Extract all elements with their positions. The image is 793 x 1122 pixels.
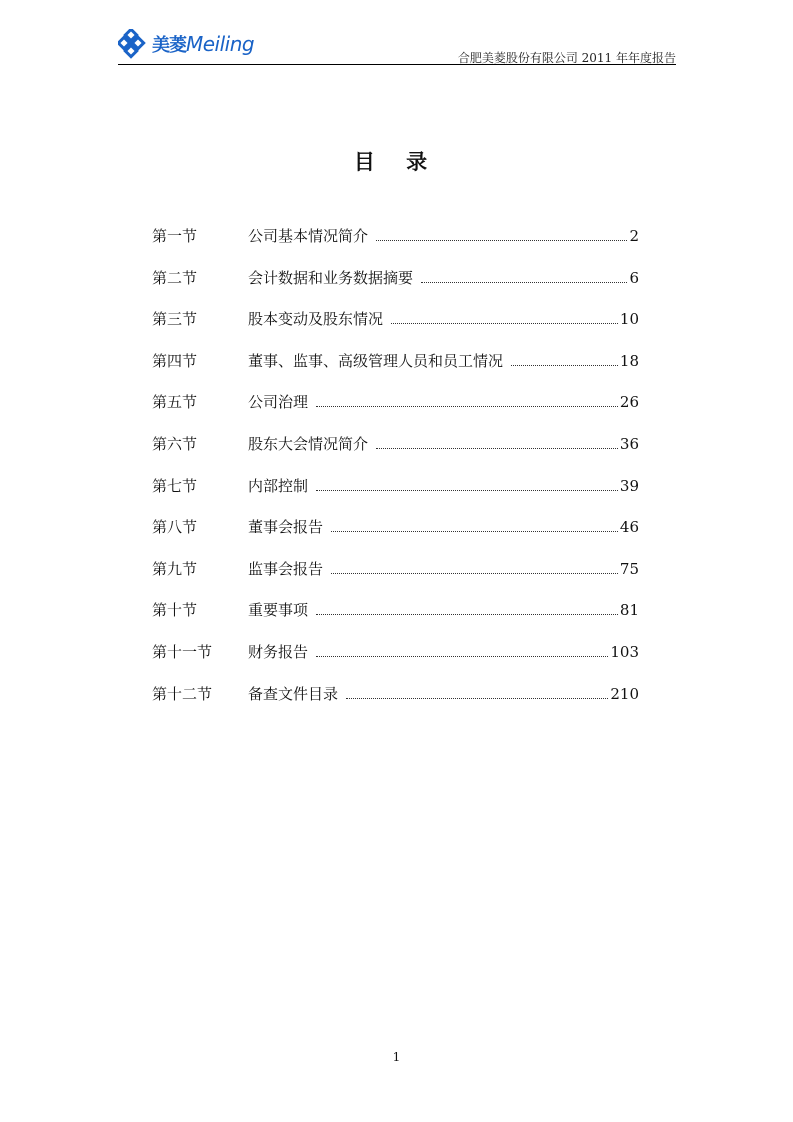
toc-section-name: 备查文件目录 (248, 684, 339, 703)
toc-section-name: 董事会报告 (248, 518, 324, 537)
toc-section-name: 财务报告 (248, 642, 309, 661)
toc-section-name: 股东大会情况简介 (248, 434, 369, 453)
toc-page-number: 103 (610, 642, 639, 661)
toc-section-name: 重要事项 (248, 601, 309, 620)
toc-leader (376, 240, 627, 241)
toc-section-name: 监事会报告 (248, 559, 324, 578)
toc-leader (391, 323, 618, 324)
toc-page-number: 210 (610, 684, 639, 703)
meiling-logo (118, 28, 254, 60)
toc-row[interactable] (152, 680, 639, 722)
page-header (118, 26, 676, 66)
toc-row[interactable] (152, 264, 639, 306)
header-divider (118, 64, 676, 65)
toc-leader (376, 448, 618, 449)
toc-row[interactable] (152, 555, 639, 597)
toc-leader (421, 282, 627, 283)
toc-page-number: 36 (619, 434, 639, 453)
toc-section-number: 第五节 (152, 393, 198, 412)
toc-page-number: 46 (619, 518, 639, 537)
toc-leader (316, 614, 618, 615)
toc-section-number: 第十二节 (152, 684, 213, 703)
toc-section-number: 第三节 (152, 310, 198, 329)
toc-page-number: 26 (619, 393, 639, 412)
toc-section-name: 股本变动及股东情况 (248, 310, 384, 329)
toc-page-number: 75 (619, 559, 639, 578)
toc-section-number: 第一节 (152, 227, 198, 245)
logo-chinese-text: 美菱 (152, 35, 186, 56)
toc-leader (316, 656, 608, 657)
toc-row[interactable] (152, 430, 639, 472)
toc-leader (331, 531, 618, 532)
toc-section-name: 董事、监事、高级管理人员和员工情况 (248, 351, 504, 370)
toc-page-number: 10 (619, 310, 639, 329)
toc-section-number: 第六节 (152, 434, 198, 453)
logo-english-text: Meiling (186, 32, 255, 56)
toc-page-number: 6 (629, 268, 639, 287)
toc-row[interactable] (152, 388, 639, 430)
table-of-contents (152, 222, 639, 721)
toc-section-name: 公司基本情况简介 (248, 227, 369, 245)
toc-row[interactable] (152, 305, 639, 347)
toc-leader (511, 365, 618, 366)
toc-row[interactable] (152, 638, 639, 680)
report-header-title: 合肥美菱股份有限公司 2011 年年度报告 (457, 51, 676, 65)
toc-section-name: 公司治理 (248, 393, 309, 412)
toc-row[interactable] (152, 347, 639, 389)
toc-row[interactable] (152, 472, 639, 514)
toc-section-number: 第四节 (152, 351, 198, 370)
toc-leader (331, 573, 618, 574)
toc-row[interactable] (152, 596, 639, 638)
page-number: 1 (392, 1050, 401, 1064)
toc-section-number: 第十一节 (152, 642, 213, 661)
toc-page-number: 18 (619, 351, 639, 370)
toc-row[interactable] (152, 222, 639, 264)
toc-page-number: 39 (619, 476, 639, 495)
toc-title: 目 录 (353, 150, 440, 174)
toc-section-name: 会计数据和业务数据摘要 (248, 268, 414, 287)
toc-leader (316, 406, 618, 407)
toc-section-number: 第七节 (152, 476, 198, 495)
toc-section-number: 第十节 (152, 601, 198, 620)
toc-section-number: 第八节 (152, 518, 198, 537)
toc-section-name: 内部控制 (248, 476, 309, 495)
toc-section-number: 第二节 (152, 268, 198, 287)
toc-row[interactable] (152, 513, 639, 555)
toc-page-number: 81 (619, 601, 639, 620)
toc-leader (316, 490, 618, 491)
meiling-logo-icon (118, 29, 148, 59)
toc-page-number: 2 (629, 227, 639, 245)
toc-leader (346, 698, 608, 699)
toc-section-number: 第九节 (152, 559, 198, 578)
